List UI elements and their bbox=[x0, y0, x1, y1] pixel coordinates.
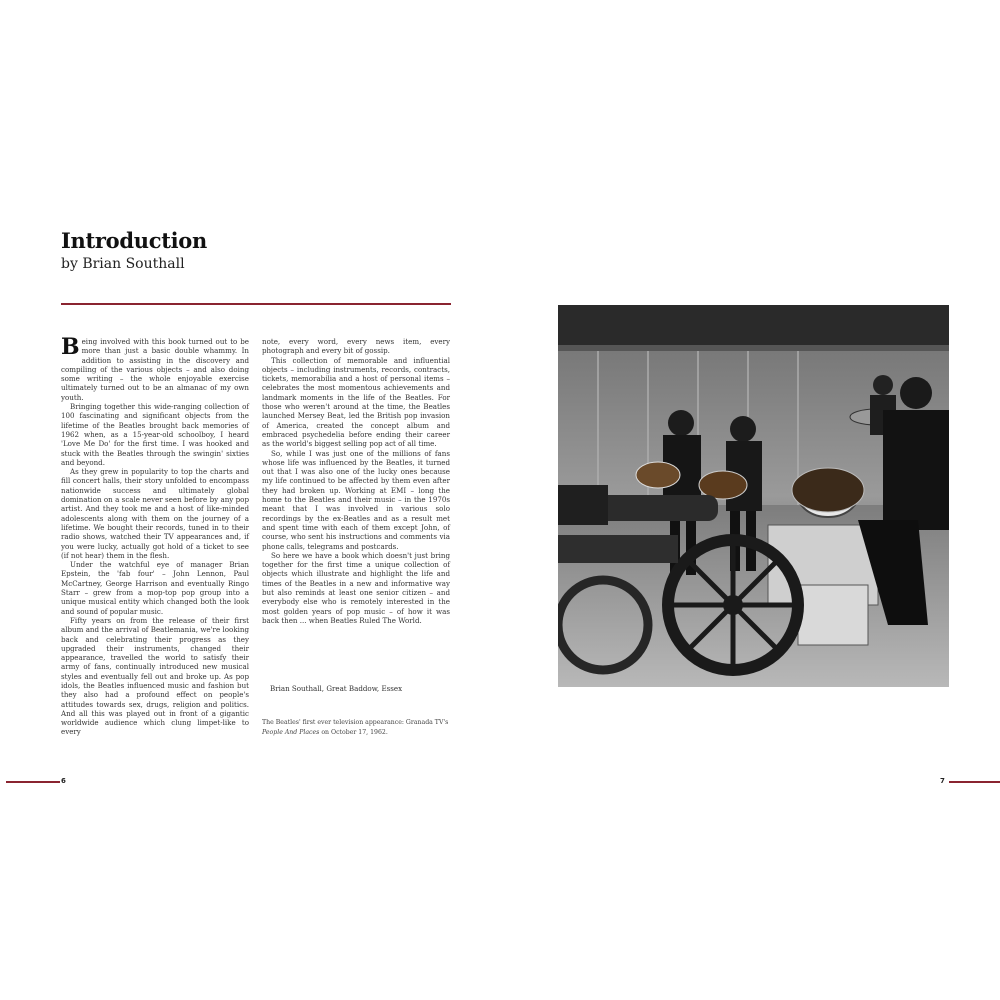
title-rule bbox=[61, 303, 451, 305]
caption-text: The Beatles' first ever television appearance: Granada TV's bbox=[262, 719, 449, 726]
photo-illustration bbox=[558, 305, 949, 687]
paragraph: Fifty years on from the release of their first album and the arrival of Beatlemania, we're looking back and celebrating their progress as they upgraded their instruments, changed their appearance, travelled the world to satisfy their army of fans, continually introduced new musical styles and eventually fell out and broke up. As pop idols, the Beatles influenced music and fashion but they also had a profound effect on people's attitudes towards sex, drugs, religion and politics. And all this was played out in front of a gigantic worldwide audience which clung limpet-like to every bbox=[61, 615, 249, 737]
body-column-1 bbox=[61, 334, 249, 737]
page-title: Introduction bbox=[61, 228, 207, 253]
band-photograph bbox=[558, 305, 949, 687]
drop-cap: B bbox=[61, 334, 80, 360]
caption-text: on October 17, 1962. bbox=[319, 728, 388, 736]
paragraph bbox=[61, 334, 249, 402]
paragraph: So, while I was just one of the millions of fans whose life was influenced by the Beatles, it turned out that I was also one of the lucky ones because my life continued to be affected by them even after they had broken up. Working at EMI – long the home to the Beatles and their music – in the 1970s meant that I was involved in various solo recordings by the ex-Beatles and as a result met and spent time with each of them except John, of course, who sent his instructions and comments via phone calls, telegrams and postcards. bbox=[262, 448, 450, 551]
page-number-right: 7 bbox=[940, 777, 945, 785]
folio-rule-left bbox=[6, 781, 60, 783]
paragraph: As they grew in popularity to top the charts and fill concert halls, their story unfolded to encompass nationwide success and ultimately global domination on a scale never seen before by any pop artist. And they took me and a host of like-minded adolescents along with them on the journey of a lifetime. We bought their records, tuned in to their radio shows, watched their TV appearances and, if you were lucky, actually got hold of a ticket to see (if not hear) them in the flesh. bbox=[61, 467, 249, 560]
paragraph: So here we have a book which doesn't just bring together for the first time a unique collection of objects which illustrate and highlight the life and times of the Beatles in a new and informative way but also reminds at least one senior citizen – and everybody else who is remotely interested in the most golden years of pop music – of how it was back then ... when Beatles Ruled The World. bbox=[262, 550, 450, 625]
folio-rule-right bbox=[949, 781, 1000, 783]
page-number-left: 6 bbox=[61, 777, 66, 785]
paragraph: Bringing together this wide-ranging collection of 100 fascinating and significant objects from the lifetime of the Beatles brought back memories of 1962 when, as a 15-year-old schoolboy, I heard 'Love Me Do' for the first time. I was hooked and stuck with the Beatles through the swingin' sixties and beyond. bbox=[61, 402, 249, 467]
paragraph: note, every word, every news item, every photograph and every bit of gossip. bbox=[262, 337, 450, 356]
byline: by Brian Southall bbox=[61, 256, 185, 272]
paragraph-text: eing involved with this book turned out to be more than just a basic double whammy. In addition to assisting in the discovery and compiling of the various objects – and also doing some writing – the whole enjoyable exercise ultimately turned out to be an almanac of my own youth. bbox=[61, 337, 249, 402]
photo-caption bbox=[262, 718, 452, 737]
paragraph: Under the watchful eye of manager Brian Epstein, the 'fab four' – John Lennon, Paul McCartney, George Harrison and eventually Ringo Starr – grew from a mop-top pop group into a unique musical entity which changed both the look and sound of popular music. bbox=[61, 560, 249, 616]
body-column-2 bbox=[262, 337, 450, 625]
caption-show-title: People And Places bbox=[262, 728, 320, 736]
author-signature: Brian Southall, Great Baddow, Essex bbox=[270, 684, 403, 693]
paragraph: This collection of memorable and influential objects – including instruments, records, contracts, tickets, memorabilia and a host of personal items – celebrates the most momentous achievements and landmark moments in the life of the Beatles. For those who weren't around at the time, the Beatles launched Mersey Beat, led the British pop invasion of America, created the concept album and embraced psychedelia before ending their career as the world's biggest selling pop act of all time. bbox=[262, 355, 450, 449]
